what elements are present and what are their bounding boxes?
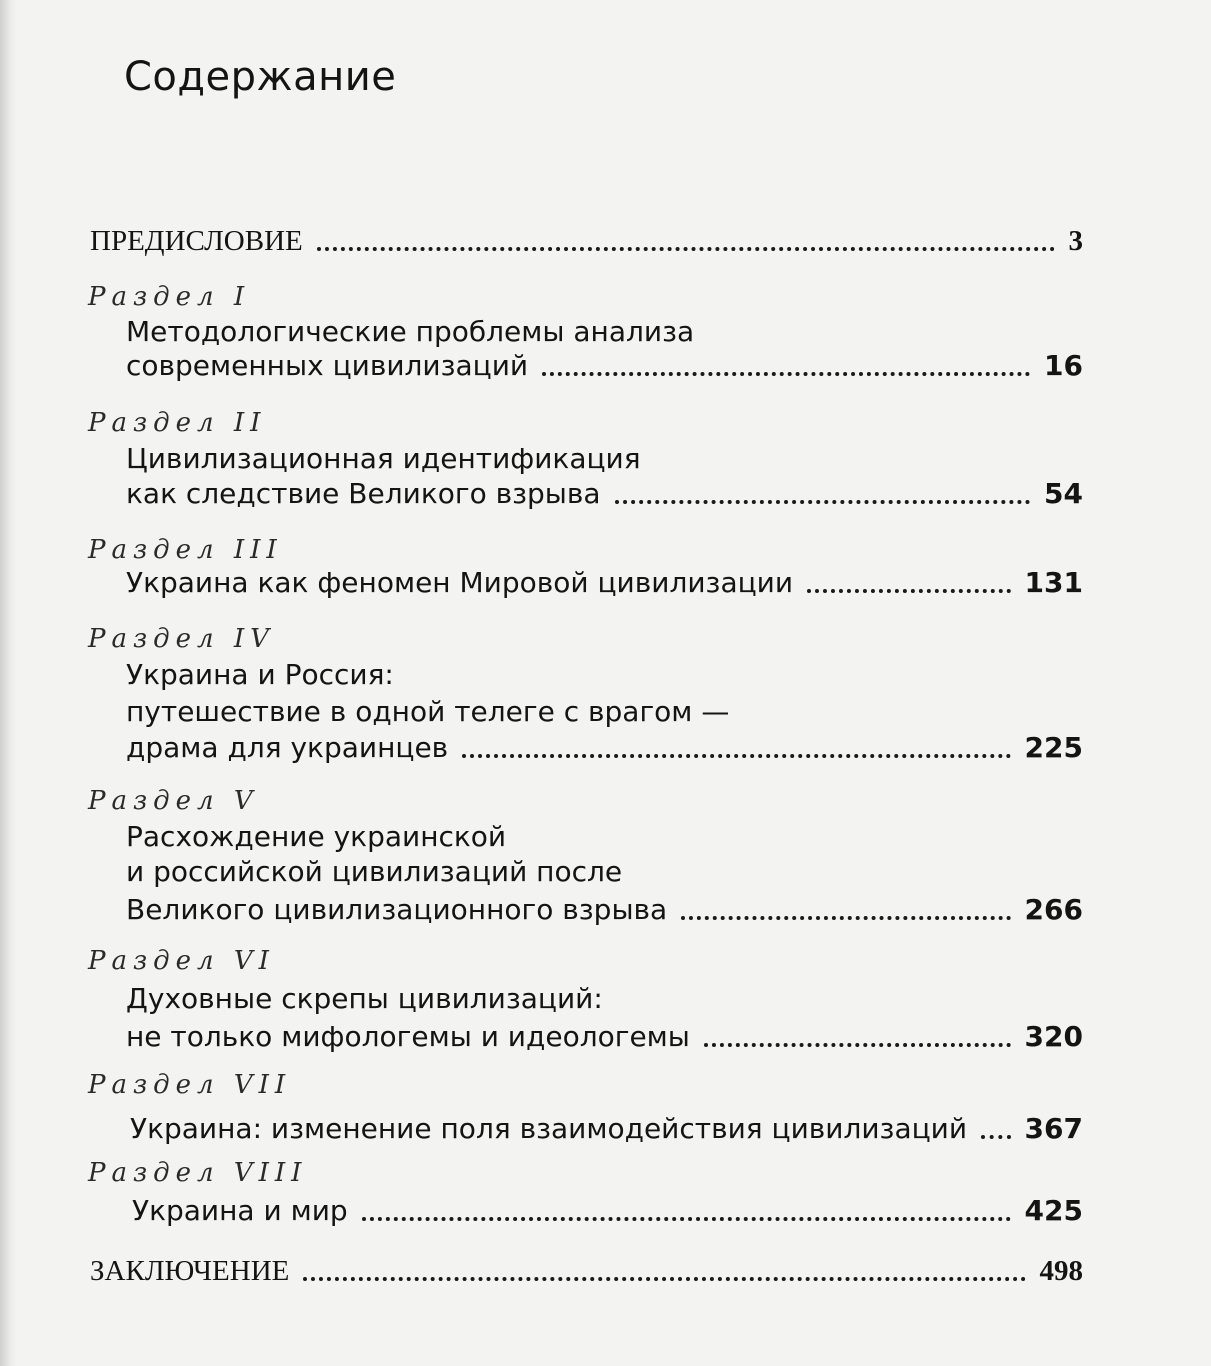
section-label: Раздел VIII — [88, 1158, 308, 1188]
section-title-line: как следствие Великого взрыва — [126, 477, 601, 510]
section-title-line: Украина и мир — [132, 1194, 348, 1227]
dot-leader — [362, 1217, 1011, 1221]
toc-entry-section-1[interactable] — [126, 349, 1083, 383]
section-title-line: современных цивилизаций — [126, 349, 529, 382]
toc-entry-section-2[interactable] — [126, 477, 1083, 511]
section-title-line: драма для украинцев — [126, 731, 449, 764]
toc-entry-section-4[interactable] — [126, 731, 1083, 765]
section-title-line: Украина: изменение поля взаимодействия цивилизаций — [130, 1112, 968, 1145]
toc-entry-label: ЗАКЛЮЧЕНИЕ — [90, 1255, 290, 1287]
toc-entry-section-3[interactable] — [126, 566, 1083, 600]
dot-leader — [303, 1277, 1025, 1281]
toc-entry-section-8[interactable] — [132, 1194, 1083, 1228]
dot-leader — [542, 372, 1030, 376]
dot-leader — [317, 247, 1055, 251]
section-label: Раздел V — [88, 786, 259, 816]
toc-entry-preface[interactable] — [90, 224, 1083, 258]
section-label: Раздел IV — [88, 624, 275, 654]
dot-leader — [981, 1135, 1010, 1139]
section-title-line: не только мифологемы и идеологемы — [126, 1020, 690, 1053]
dot-leader — [681, 916, 1010, 920]
toc-page-number: 3 — [1068, 225, 1083, 257]
dot-leader — [615, 500, 1030, 504]
section-title-line: Великого цивилизационного взрыва — [126, 893, 668, 926]
toc-entry-section-7[interactable] — [130, 1112, 1083, 1146]
toc-page-number: 367 — [1024, 1112, 1083, 1145]
section-label: Раздел VII — [88, 1070, 292, 1100]
section-title-line: Расхождение украинской — [126, 820, 507, 853]
dot-leader — [462, 754, 1010, 758]
section-label: Раздел VI — [88, 946, 275, 976]
toc-entry-label: ПРЕДИСЛОВИЕ — [90, 225, 303, 257]
toc-page-number: 54 — [1044, 477, 1083, 510]
section-title-line: Украина как феномен Мировой цивилизации — [126, 566, 794, 599]
section-label: Раздел I — [88, 282, 251, 312]
page-title: Содержание — [124, 54, 397, 100]
section-title-line: Украина и Россия: — [126, 658, 394, 691]
section-title-line: Методологические проблемы анализа — [126, 315, 695, 348]
section-title-line: Цивилизационная идентификация — [126, 442, 641, 475]
toc-page-number: 225 — [1024, 731, 1083, 764]
section-title-line: путешествие в одной телеге с врагом — — [126, 695, 730, 728]
toc-page-number: 131 — [1024, 566, 1083, 599]
dot-leader — [704, 1043, 1011, 1047]
toc-page-number: 16 — [1044, 349, 1083, 382]
dot-leader — [807, 589, 1010, 593]
section-title-line: Духовные скрепы цивилизаций: — [126, 982, 603, 1015]
section-label: Раздел II — [88, 408, 267, 438]
toc-page-number: 266 — [1024, 893, 1083, 926]
section-title-line: и российской цивилизаций после — [126, 855, 623, 888]
toc-page-number: 320 — [1024, 1020, 1083, 1053]
toc-page-number: 498 — [1039, 1255, 1083, 1287]
toc-entry-section-5[interactable] — [126, 893, 1083, 927]
section-label: Раздел III — [88, 535, 283, 565]
toc-entry-section-6[interactable] — [126, 1020, 1083, 1054]
toc-entry-conclusion[interactable] — [90, 1254, 1083, 1288]
toc-page-number: 425 — [1024, 1194, 1083, 1227]
